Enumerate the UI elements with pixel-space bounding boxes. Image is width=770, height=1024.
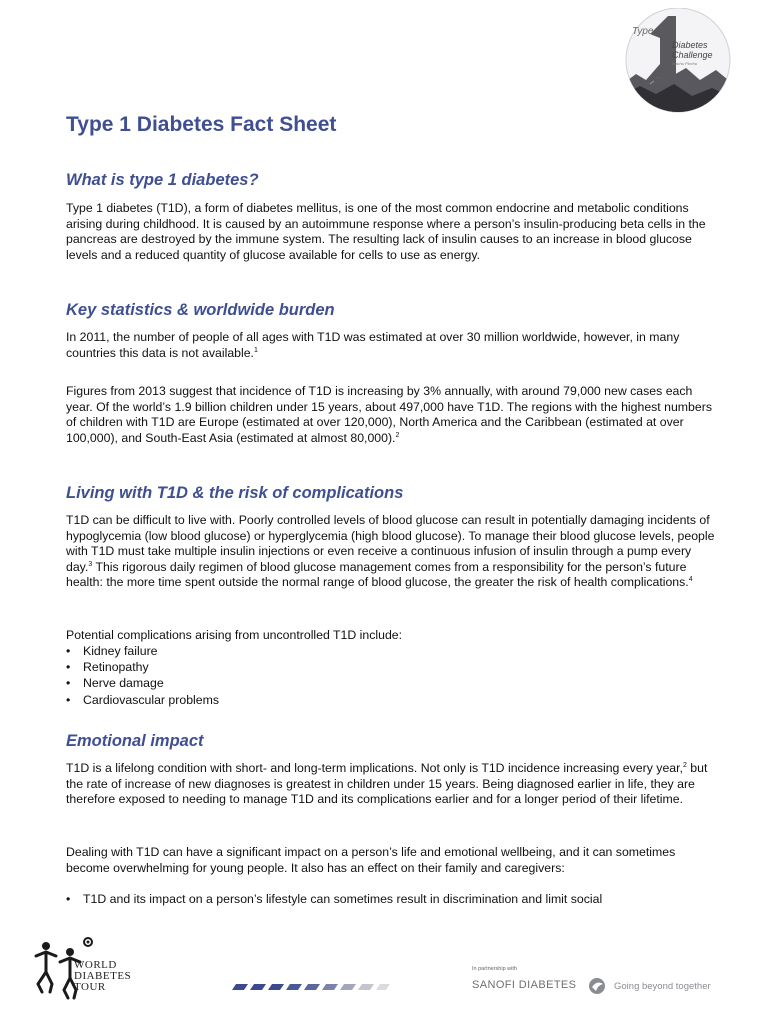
footnote-ref: 2 <box>682 761 687 769</box>
footnote-ref: 3 <box>88 560 93 568</box>
sanofi-diabetes-logo: SANOFI DIABETES <box>472 979 577 991</box>
logo-location-text: Machu Picchu <box>672 61 698 66</box>
section-heading-what-is: What is type 1 diabetes? <box>66 171 259 189</box>
stats-paragraph-1: In 2011, the number of people of all ages with T1D was estimated at over 30 million worldwide, however, in many countries this data is not available.$^1$ <box>66 330 680 360</box>
world-diabetes-tour-wordmark: WORLD DIABETES TOUR <box>74 959 132 993</box>
bullet-icon: • <box>66 692 71 707</box>
list-item: • Cardiovascular problems <box>66 692 220 707</box>
complications-list <box>66 643 219 708</box>
list-item: • Retinopathy <box>66 660 149 675</box>
bullet-icon: • <box>66 892 71 906</box>
bullet-icon: • <box>66 676 71 691</box>
logo-type-text: Type <box>632 26 654 37</box>
list-item: • Kidney failure <box>66 644 158 658</box>
sanofi-bird-icon <box>588 977 606 995</box>
type1-challenge-logo <box>620 8 738 116</box>
living-paragraph: T1D can be difficult to live with. Poorly controlled levels of blood glucose can result in potentially damaging incidents of hypoglycemia (low blood glucose) or hyperglycemia (high blood glucose). To manage their blood glucose levels, people with T1D must take multiple insulin injections or even receive a continuous infusion of insulin through a pump every day.$^3$ This rigorous daily regimen of blood glucose management comes from a responsibility for the person’s future health: the more time spent outside the normal range of blood glucose, the greater the risk of health complications.$^4$ <box>66 513 715 590</box>
emotional-list <box>66 891 716 907</box>
bullet-icon: • <box>66 660 71 675</box>
emotional-paragraph-1: T1D is a lifelong condition with short- and long-term implications. Not only is T1D incidence increasing every year,$^2$ but the rate of increase of new diagnoses is greatest in children under 15 years. Being diagnosed earlier in life, they are therefore exposed to needing to manage T1D and its complications earlier and for a longer period of their lifetime. <box>66 761 708 807</box>
sanofi-tagline: Going beyond together <box>614 981 711 992</box>
footnote-ref: 2 <box>395 431 400 439</box>
partnership-label: In partnership with <box>472 966 517 972</box>
stats-paragraph-2: Figures from 2013 suggest that incidence of T1D is increasing by 3% annually, with around 79,000 new cases each year. Of the world’s 1.9 billion children under 15 years, about 497,000 have T1D. The regions with the highest numbers of children with T1D are Europe (estimated at over 120,000), North America and the Caribbean (estimated at over 100,000), and South-East Asia (estimated at almost 80,000).$^2$ <box>66 384 712 445</box>
logo-challenge-text: Challenge <box>672 50 713 60</box>
logo-diabetes-text: Diabetes <box>672 40 708 50</box>
decorative-dash-strip <box>230 982 390 992</box>
section-heading-key-statistics: Key statistics & worldwide burden <box>66 301 335 319</box>
bullet-icon: • <box>66 644 71 658</box>
emotional-paragraph-2: Dealing with T1D can have a significant impact on a person’s life and emotional wellbeing, and it can sometimes become overwhelming for young people. It also has an effect on their family and caregivers: <box>66 845 676 875</box>
list-item: • T1D and its impact on a person’s lifestyle can sometimes result in discrimination and limit social <box>66 892 603 906</box>
section-heading-living-with: Living with T1D & the risk of complications <box>66 484 404 502</box>
section-heading-emotional-impact: Emotional impact <box>66 732 204 750</box>
footnote-ref: 1 <box>253 346 258 354</box>
page-title: Type 1 Diabetes Fact Sheet <box>66 113 337 136</box>
what-is-paragraph: Type 1 diabetes (T1D), a form of diabetes mellitus, is one of the most common endocrine and metabolic conditions arising during childhood. It is caused by an autoimmune response where a person’s insulin-producing beta cells in the pancreas are destroyed by the immune system. The resulting lack of insulin causes to an increase in blood glucose levels and a reduced quantity of glucose available for cells to use as energy. <box>66 201 706 262</box>
list-item: • Nerve damage <box>66 676 164 691</box>
footnote-ref: 4 <box>688 576 693 584</box>
complications-intro: Potential complications arising from uncontrolled T1D include: <box>66 628 403 642</box>
